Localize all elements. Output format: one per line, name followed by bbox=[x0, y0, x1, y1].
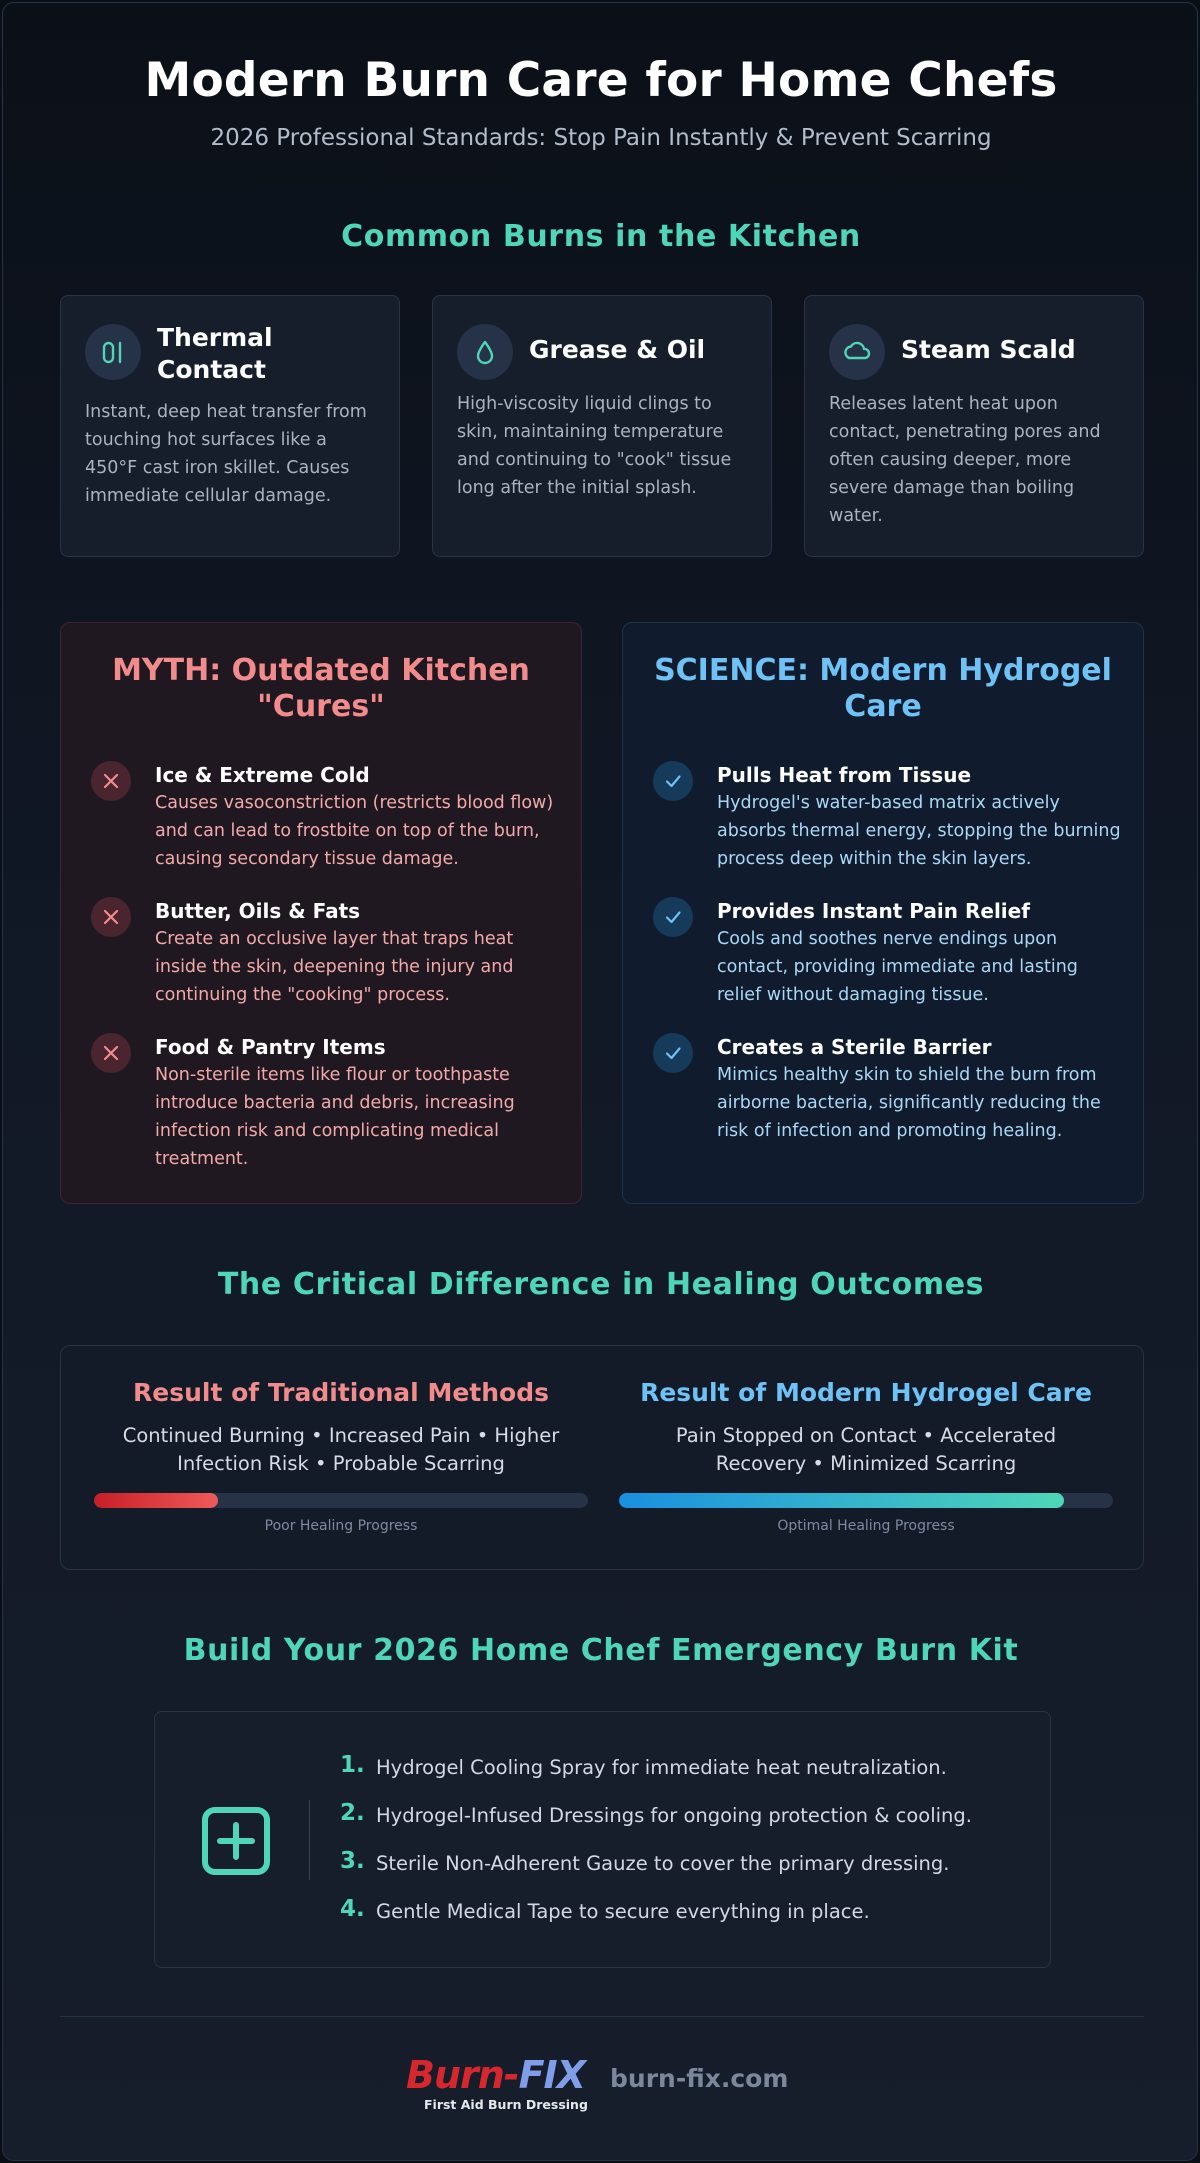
kit-item-text: Hydrogel Cooling Spray for immediate heat neutralization. bbox=[376, 1756, 947, 1779]
x-icon bbox=[91, 1033, 131, 1073]
burn-fix-logo bbox=[406, 2053, 586, 2115]
modern-progress-fill bbox=[619, 1493, 1064, 1508]
science-item-heading: Creates a Sterile Barrier bbox=[717, 1035, 992, 1059]
science-item-text: Mimics healthy skin to shield the burn from airborne bacteria, significantly reducing the risk of infection and promoting healing. bbox=[717, 1065, 1101, 1141]
burn-card-title: Thermal Contact bbox=[157, 323, 273, 384]
science-title: SCIENCE: Modern Hydrogel Care bbox=[654, 653, 1112, 724]
kit-section-title: Build Your 2026 Home Chef Emergency Burn Kit bbox=[183, 1633, 1019, 1668]
myth-panel bbox=[60, 622, 582, 1204]
kit-item-text: Gentle Medical Tape to secure everything in place. bbox=[376, 1900, 870, 1923]
first-aid-plus-icon bbox=[201, 1806, 271, 1880]
modern-progress-bar bbox=[619, 1493, 1113, 1508]
myth-item-text: Create an occlusive layer that traps heat inside the skin, deepening the injury and continuing the "cooking" process. bbox=[155, 929, 514, 1005]
burn-card-title: Grease & Oil bbox=[529, 335, 706, 364]
steam-cloud-icon bbox=[829, 324, 885, 380]
kit-item-text: Hydrogel-Infused Dressings for ongoing protection & cooling. bbox=[376, 1804, 972, 1827]
kit-item-number: 3. bbox=[340, 1848, 365, 1874]
page-title: Modern Burn Care for Home Chefs bbox=[144, 53, 1058, 108]
website-link[interactable]: burn-fix.com bbox=[610, 2064, 789, 2093]
check-icon bbox=[653, 897, 693, 937]
science-item-heading: Provides Instant Pain Relief bbox=[717, 899, 1030, 923]
kit-item-number: 4. bbox=[340, 1896, 365, 1922]
science-item-text: Cools and soothes nerve endings upon contact, providing immediate and lasting relief without damaging tissue. bbox=[717, 929, 1078, 1005]
kit-item-number: 1. bbox=[340, 1752, 365, 1778]
outcomes-panel bbox=[60, 1345, 1144, 1570]
kit-item-number: 2. bbox=[340, 1800, 365, 1826]
burn-card-text: Releases latent heat upon contact, penetrating pores and often causing deeper, more severe damage than boiling water. bbox=[829, 394, 1101, 526]
traditional-progress-bar bbox=[94, 1493, 588, 1508]
traditional-progress-fill bbox=[94, 1493, 218, 1508]
burn-kit-panel bbox=[154, 1711, 1051, 1968]
kit-list-item bbox=[340, 1752, 1030, 1784]
check-icon bbox=[653, 1033, 693, 1073]
x-icon bbox=[91, 897, 131, 937]
kit-list-item bbox=[340, 1848, 1030, 1880]
logo-fix: FIX bbox=[518, 2053, 585, 2097]
traditional-outcome-text: Continued Burning • Increased Pain • Higher Infection Risk • Probable Scarring bbox=[122, 1424, 560, 1475]
pan-contact-icon bbox=[85, 324, 141, 380]
burn-card-text: Instant, deep heat transfer from touching hot surfaces like a 450°F cast iron skillet. Causes immediate cellular damage. bbox=[85, 402, 367, 506]
science-panel bbox=[622, 622, 1144, 1204]
logo-tagline: First Aid Burn Dressing bbox=[424, 2097, 588, 2112]
logo-burn: Burn- bbox=[406, 2053, 519, 2097]
traditional-outcome-title: Result of Traditional Methods bbox=[132, 1378, 549, 1407]
myth-item-heading: Food & Pantry Items bbox=[155, 1035, 386, 1059]
myth-item-heading: Butter, Oils & Fats bbox=[155, 899, 361, 923]
kit-list-item bbox=[340, 1800, 1030, 1832]
x-icon bbox=[91, 761, 131, 801]
page-subtitle: 2026 Professional Standards: Stop Pain Instantly & Prevent Scarring bbox=[210, 125, 992, 151]
myth-item-heading: Ice & Extreme Cold bbox=[155, 763, 370, 787]
modern-progress-label: Optimal Healing Progress bbox=[777, 1518, 955, 1534]
burn-card-title: Steam Scald bbox=[901, 335, 1076, 364]
kit-divider bbox=[309, 1800, 310, 1880]
kit-list-item bbox=[340, 1896, 1030, 1928]
myth-item-text: Non-sterile items like flour or toothpaste introduce bacteria and debris, increasing infection risk and complicating medical treatment. bbox=[155, 1065, 515, 1169]
footer-divider bbox=[60, 2016, 1144, 2017]
traditional-progress-label: Poor Healing Progress bbox=[264, 1518, 418, 1534]
modern-outcome-title: Result of Modern Hydrogel Care bbox=[640, 1378, 1092, 1407]
infographic-page bbox=[2, 2, 1198, 2161]
outcomes-section-title: The Critical Difference in Healing Outcomes bbox=[217, 1267, 985, 1302]
droplet-icon bbox=[457, 324, 513, 380]
myth-item-text: Causes vasoconstriction (restricts blood flow) and can lead to frostbite on top of the burn, causing secondary tissue damage. bbox=[155, 793, 554, 869]
myth-title: MYTH: Outdated Kitchen "Cures" bbox=[112, 653, 530, 724]
burn-card-grease bbox=[432, 295, 772, 557]
burn-card-text: High-viscosity liquid clings to skin, maintaining temperature and continuing to "cook" tissue long after the initial splash. bbox=[457, 394, 732, 498]
burn-card-steam bbox=[804, 295, 1144, 557]
science-item-text: Hydrogel's water-based matrix actively absorbs thermal energy, stopping the burning process deep within the skin layers. bbox=[717, 793, 1121, 869]
science-item-heading: Pulls Heat from Tissue bbox=[717, 763, 972, 787]
burns-section-title: Common Burns in the Kitchen bbox=[341, 219, 861, 254]
logo-wordmark bbox=[406, 2053, 585, 2097]
kit-item-text: Sterile Non-Adherent Gauze to cover the primary dressing. bbox=[376, 1852, 950, 1875]
check-icon bbox=[653, 761, 693, 801]
burn-card-thermal bbox=[60, 295, 400, 557]
modern-outcome-text: Pain Stopped on Contact • Accelerated Recovery • Minimized Scarring bbox=[675, 1424, 1057, 1475]
